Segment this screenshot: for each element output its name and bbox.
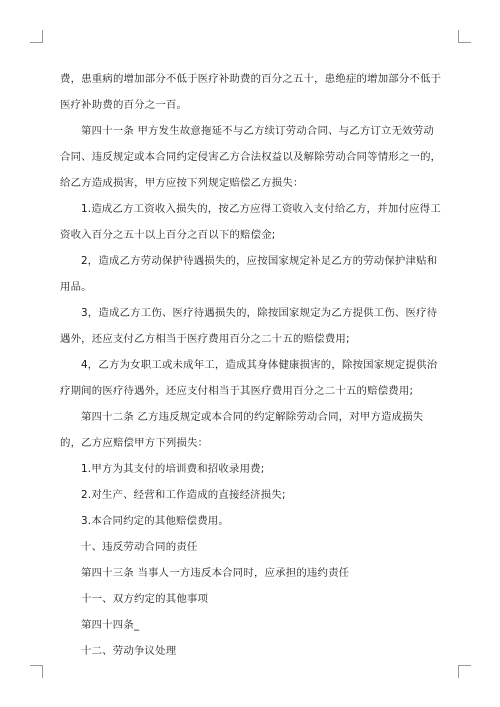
article-41-item-2: 2，造成乙方劳动保护待遇损失的，应按国家规定补足乙方的劳动保护津贴和用品。 <box>60 255 438 293</box>
article-42-item-3: 3.本合同约定的其他赔偿费用。 <box>81 515 229 527</box>
document-body <box>60 66 444 664</box>
article-43-paragraph: 第四十三条 当事人一方违反本合同时，应承担的违约责任 <box>81 567 350 579</box>
section-11-heading: 十一、双方约定的其他事项 <box>81 593 209 605</box>
article-44-paragraph: 第四十四条_ <box>81 619 140 631</box>
article-42-paragraph: 第四十二条 乙方违反规定或本合同的约定解除劳动合同，对甲方造成损失的，乙方应赔偿甲方下列损失： <box>60 411 424 449</box>
crop-mark-bottom-right <box>458 665 471 678</box>
crop-mark-top-left <box>30 30 43 43</box>
article-42-item-2: 2.对生产、经营和工作造成的直接经济损失; <box>81 489 286 501</box>
section-12-heading: 十二、劳动争议处理 <box>81 645 177 657</box>
crop-mark-top-right <box>458 30 471 43</box>
section-10-heading: 十、违反劳动合同的责任 <box>81 541 198 553</box>
article-41-item-3: 3，造成乙方工伤、医疗待遇损失的，除按国家规定为乙方提供工伤、医疗待遇外，还应支付乙方相当于医疗费用百分之二十五的赔偿费用; <box>60 307 438 345</box>
article-41-item-4: 4，乙方为女职工或未成年工，造成其身体健康损害的，除按国家规定提供治疗期间的医疗待遇外，还应支付相当于其医疗费用百分之二十五的赔偿费用; <box>60 359 438 397</box>
article-41-paragraph: 第四十一条 甲方发生故意拖延不与乙方续订劳动合同、与乙方订立无效劳动合同、违反规定或本合同约定侵害乙方合法权益以及解除劳动合同等情形之一的，给乙方造成损害，甲方应按下列规定赔偿乙方损失： <box>60 125 442 189</box>
article-42-item-1: 1.甲方为其支付的培训费和招收录用费; <box>81 463 265 475</box>
article-41-item-1: 1.造成乙方工资收入损失的，按乙方应得工资收入支付给乙方，并加付应得工资收入百分之五十以上百分之百以下的赔偿金; <box>60 203 441 241</box>
paragraph-continuation: 费，患重病的增加部分不低于医疗补助费的百分之五十，患绝症的增加部分不低于医疗补助费的百分之一百。 <box>60 73 442 111</box>
crop-mark-bottom-left <box>30 665 43 678</box>
